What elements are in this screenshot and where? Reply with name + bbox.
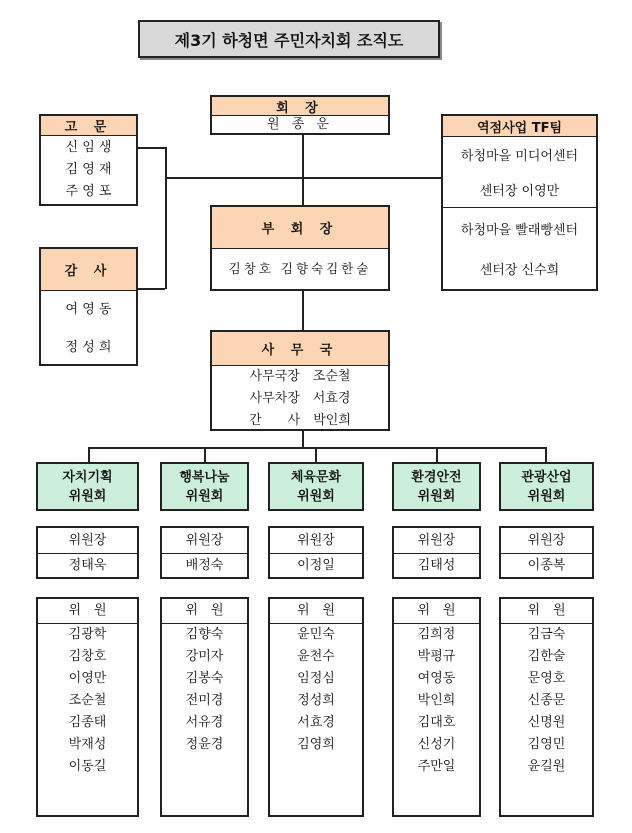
- member-name: 김창호: [68, 649, 107, 664]
- connector: [302, 290, 304, 330]
- connector: [302, 430, 304, 447]
- chairman-box: [210, 95, 390, 135]
- member-name: 주만일: [417, 759, 456, 774]
- member-name: 김희정: [417, 627, 456, 642]
- member-name: 이동길: [68, 759, 107, 774]
- chart-title: 제3기 하청면 주민자치회 조직도: [138, 20, 440, 58]
- committee-header: [392, 462, 481, 511]
- member-name: 강미자: [185, 649, 224, 664]
- committee-name-suffix: 위원회: [527, 488, 566, 504]
- office-row: 사무차장 서효경: [249, 391, 351, 406]
- advisor-name: 김 영 재: [65, 162, 112, 177]
- committee-members-box: [268, 597, 364, 817]
- chair-name: 김태성: [417, 558, 456, 573]
- chair-label: 위원장: [270, 528, 362, 554]
- member-name: 이영만: [68, 671, 107, 686]
- tf-team-box: [441, 114, 598, 291]
- members-label: 위 원: [162, 599, 247, 624]
- auditors-box: [39, 247, 138, 366]
- advisors-box: [39, 114, 138, 206]
- auditor-name: 여 영 동: [65, 302, 112, 317]
- chair-name: 정태욱: [68, 558, 107, 573]
- members-label: 위 원: [38, 599, 137, 624]
- connector: [545, 447, 547, 462]
- tf-group-name: 하청마을 미디어센터: [460, 149, 579, 164]
- committee-name: 체육문화: [290, 469, 342, 485]
- committee-name: 환경안전: [411, 469, 462, 485]
- member-name: 신종문: [527, 693, 566, 708]
- tf-group-name: 하청마을 빨래빵센터: [460, 222, 579, 238]
- committee-name: 관광산업: [521, 469, 572, 485]
- vice-chairman-names: 김창호 김향숙김한술: [228, 261, 372, 276]
- member-name: 임정심: [297, 671, 335, 686]
- office-row: 간 사 박인희: [249, 413, 351, 428]
- member-name: 신성기: [417, 737, 456, 752]
- committee-chair-box: [392, 526, 481, 579]
- connector: [302, 134, 304, 205]
- connector: [315, 447, 317, 462]
- member-name: 김영희: [297, 737, 335, 752]
- committee-header: [499, 462, 594, 511]
- chair-name: 이종복: [527, 558, 566, 573]
- connector: [137, 288, 165, 290]
- member-name: 김향숙: [185, 627, 224, 642]
- member-name: 신명원: [527, 715, 566, 730]
- committee-name-suffix: 위원회: [68, 488, 107, 504]
- members-label: 위 원: [394, 599, 479, 624]
- committee-chair-box: [499, 526, 594, 579]
- member-name: 전미경: [185, 693, 224, 708]
- connector: [88, 447, 90, 462]
- office-label: 사 무 국: [212, 332, 388, 366]
- committee-members-box: [392, 597, 481, 817]
- members-label: 위 원: [270, 599, 362, 624]
- tf-group-leader: 센터장 이영만: [479, 184, 560, 199]
- chair-label: 위원장: [162, 528, 247, 554]
- connector: [204, 447, 206, 462]
- member-name: 서유경: [185, 715, 224, 730]
- advisor-name: 신 임 생: [65, 140, 112, 155]
- committee-header: [36, 462, 139, 511]
- committee-members-box: [499, 597, 594, 817]
- committee-name-suffix: 위원회: [297, 488, 335, 504]
- member-name: 박평규: [417, 649, 456, 664]
- committee-header: [268, 462, 364, 511]
- chair-label: 위원장: [394, 528, 479, 554]
- member-name: 문영호: [527, 671, 566, 686]
- member-name: 김종태: [68, 715, 107, 730]
- member-name: 박인희: [417, 693, 456, 708]
- committee-name-suffix: 위원회: [417, 488, 456, 504]
- member-name: 정성희: [297, 693, 335, 708]
- advisors-label: 고 문: [41, 116, 136, 136]
- committee-name: 자치기획: [62, 469, 113, 485]
- office-box: [210, 330, 390, 431]
- committee-chair-box: [268, 526, 364, 579]
- chair-label: 위원장: [501, 528, 592, 554]
- member-name: 김대호: [417, 715, 456, 730]
- chair-name: 배정숙: [185, 558, 224, 573]
- member-name: 윤길원: [527, 759, 566, 774]
- chair-name: 이정일: [297, 558, 335, 573]
- committee-header: [160, 462, 249, 511]
- member-name: 여영동: [417, 671, 456, 686]
- member-name: 김광학: [68, 627, 107, 642]
- member-name: 윤천수: [297, 649, 335, 664]
- office-row: 사무국장 조순철: [249, 369, 351, 384]
- connector: [88, 447, 546, 449]
- member-name: 정윤경: [185, 737, 224, 752]
- chairman-name: 원 종 운: [267, 117, 333, 132]
- connector: [165, 177, 441, 179]
- tf-team-label: 역점사업 TF팀: [443, 116, 596, 137]
- vice-chairman-box: [210, 205, 390, 291]
- committee-members-box: [36, 597, 139, 817]
- chair-label: 위원장: [38, 528, 137, 554]
- member-name: 박재성: [68, 737, 107, 752]
- member-name: 김한술: [527, 649, 566, 664]
- committee-name: 행복나눔: [179, 469, 230, 485]
- connector: [436, 447, 438, 462]
- auditor-name: 정 성 희: [65, 340, 112, 355]
- committee-name-suffix: 위원회: [185, 488, 224, 504]
- connector: [165, 147, 167, 289]
- vice-chairman-label: 부 회 장: [212, 207, 388, 249]
- member-name: 김봉숙: [185, 671, 224, 686]
- member-name: 조순철: [68, 693, 107, 708]
- committee-chair-box: [160, 526, 249, 579]
- connector: [137, 147, 165, 149]
- member-name: 윤민숙: [297, 627, 335, 642]
- committee-members-box: [160, 597, 249, 817]
- member-name: 서효경: [297, 715, 335, 730]
- auditors-label: 감 사: [41, 249, 136, 291]
- member-name: 김금숙: [527, 627, 566, 642]
- advisor-name: 주 영 포: [65, 184, 112, 199]
- committee-chair-box: [36, 526, 139, 579]
- chairman-label: 회 장: [212, 97, 388, 116]
- member-name: 김영민: [527, 737, 566, 752]
- tf-group-leader: 센터장 신수희: [479, 262, 560, 278]
- members-label: 위 원: [501, 599, 592, 624]
